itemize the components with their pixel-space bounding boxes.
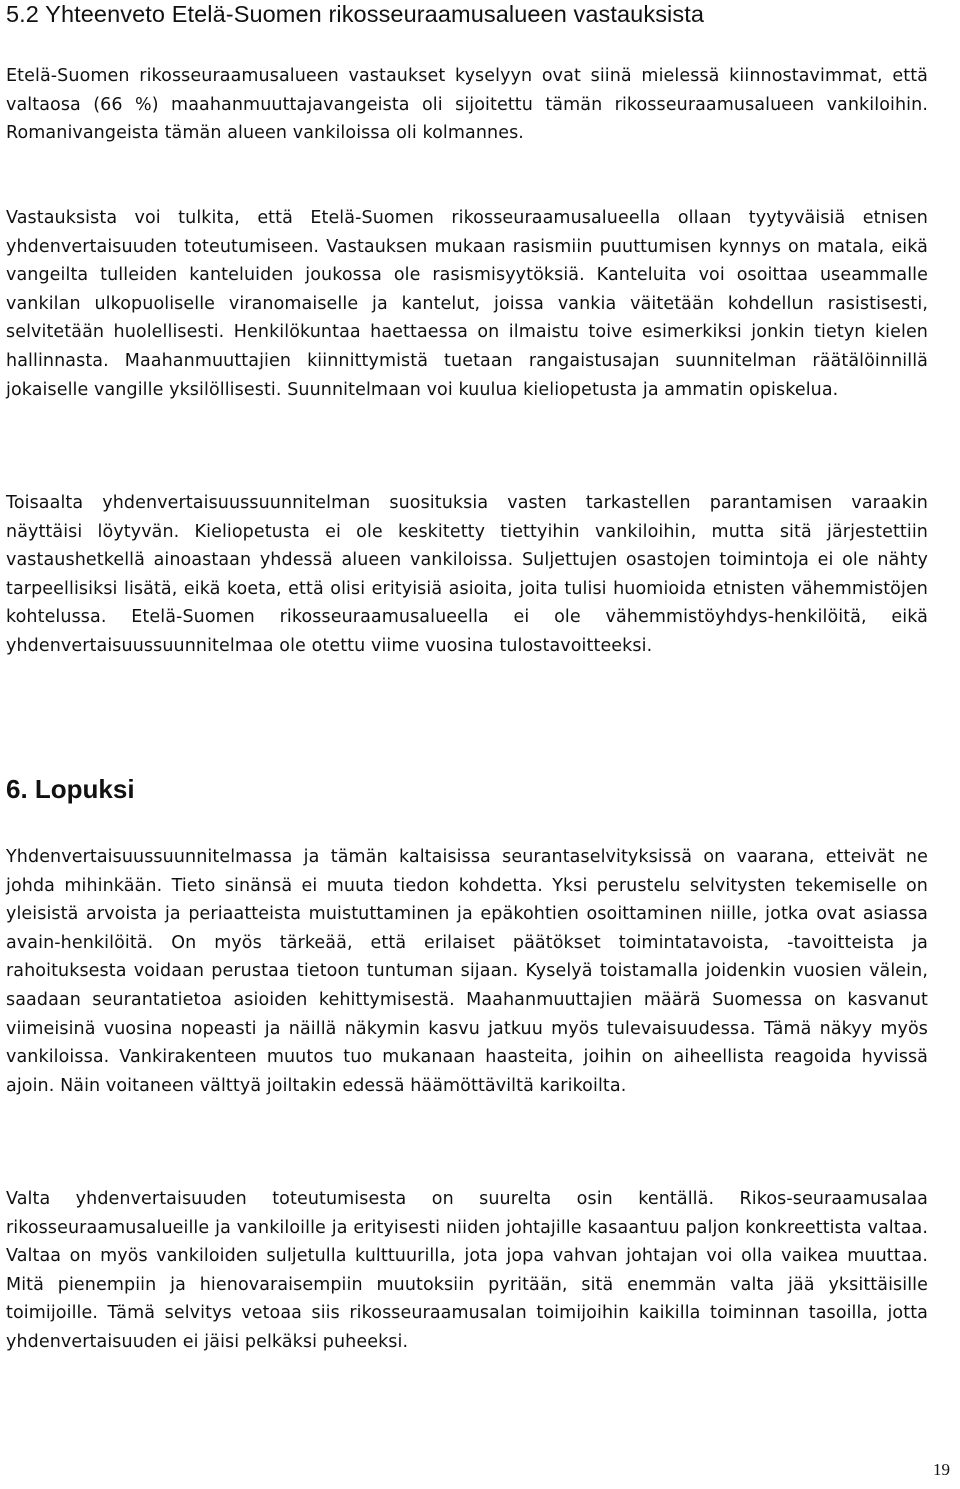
section-paragraph-1: Etelä-Suomen rikosseuraamusalueen vastaukset kyselyyn ovat siinä mielessä kiinnostavimmat, että valtaosa (66 %) maahanmuuttajavangeista oli sijoitettu tämän rikosseuraamusalueen vankiloihin. Romanivangeista tämän alueen vankiloissa oli kolmannes. [6,66,928,144]
chapter-paragraph-2: Valta yhdenvertaisuuden toteutumisesta on suurelta osin kentällä. Rikos-seuraamusalaa rikosseuraamusalueille ja vankiloille ja erityisesti niiden johtajille kasaantuu paljon konkreettista valtaa. Valtaa on myös vankiloiden suljetulla kulttuurilla, jota jopa vahvan johtajan voi olla vaikea muuttaa. Mitä pienempiin ja hienovaraisempiin muutoksiin pyritään, sitä enemmän valta jää yksittäisille toimijoille. Tämä selvitys vetoaa siis rikosseuraamusalan toimijoihin kaikilla toiminnan tasoilla, jotta yhdenvertaisuuden ei jäisi pelkäksi puheeksi. [6,1189,928,1352]
section-paragraph-2: Vastauksista voi tulkita, että Etelä-Suomen rikosseuraamusalueella ollaan tyytyväisiä etnisen yhdenvertaisuuden toteutumiseen. Vastauksen mukaan rasismiin puuttumisen kynnys on matala, eikä vangeilta tulleiden kanteluiden joukossa ole rasismisyytöksiä. Kanteluita voi osoittaa useammalle vankilan ulkopuoliselle viranomaiselle ja kantelut, joissa vankia väitetään kohdellun rasistisesti, selvitetään huolellisesti. Henkilökuntaa haettaessa on ilmaistu toive esimerkiksi jonkin tietyn kielen hallinnasta. Maahanmuuttajien kiinnittymistä tuetaan rangaistusajan suunnitelman räätälöinnillä jokaiselle vangille yksilöllisesti. Suunnitelmaan voi kuulua kieliopetusta ja ammatin opiskelua. [6,208,928,400]
page-number: 19 [933,1460,950,1479]
chapter-paragraph-1: Yhdenvertaisuussuunnitelmassa ja tämän kaltaisissa seurantaselvityksissä on vaarana, etteivät ne johda mihinkään. Tieto sinänsä ei muuta tiedon kohdetta. Yksi perustelu selvitysten tekemiselle on yleisistä arvoista ja periaatteista muistuttaminen ja epäkohtien osoittaminen niille, jotka ovat asiassa avain-henkilöitä. On myös tärkeää, että erilaiset päätökset toimintatavoista, -tavoitteista ja rahoituksesta voidaan perustaa tietoon tuntuman sijaan. Kyselyä toistamalla joidenkin vuosien välein, saadaan seurantatietoa asioiden kehittymisestä. Maahanmuuttajien määrä Suomessa on kasvanut viimeisinä vuosina nopeasti ja näillä näkymin kasvu jatkuu myös tulevaisuudessa. Tämä näkyy myös vankiloissa. Vankirakenteen muutos tuo mukanaan haasteita, joihin on aiheellista reagoida hyvissä ajoin. Näin voitaneen välttyä joiltakin edessä häämöttäviltä karikoilta. [6,847,928,1096]
chapter-heading: 6. Lopuksi [6,774,135,804]
section-heading: 5.2 Yhteenveto Etelä-Suomen rikosseuraamusalueen vastauksista [6,1,705,27]
section-paragraph-3: Toisaalta yhdenvertaisuussuunnitelman suosituksia vasten tarkastellen parantamisen varaakin näyttäisi löytyvän. Kieliopetusta ei ole keskitetty tiettyihin vankiloihin, mutta sitä järjestettiin vastaushetkellä ainoastaan yhdessä alueen vankiloissa. Suljettujen osastojen toimintoja ei ole nähty tarpeellisiksi lisätä, eikä koeta, että olisi erityisiä asioita, joita tulisi huomioida etnisten vähemmistöjen kohtelussa. Etelä-Suomen rikosseuraamusalueella ei ole vähemmistöyhdys-henkilöitä, eikä yhdenvertaisuussuunnitelmaa ole otettu viime vuosina tulostavoitteeksi. [6,493,928,656]
